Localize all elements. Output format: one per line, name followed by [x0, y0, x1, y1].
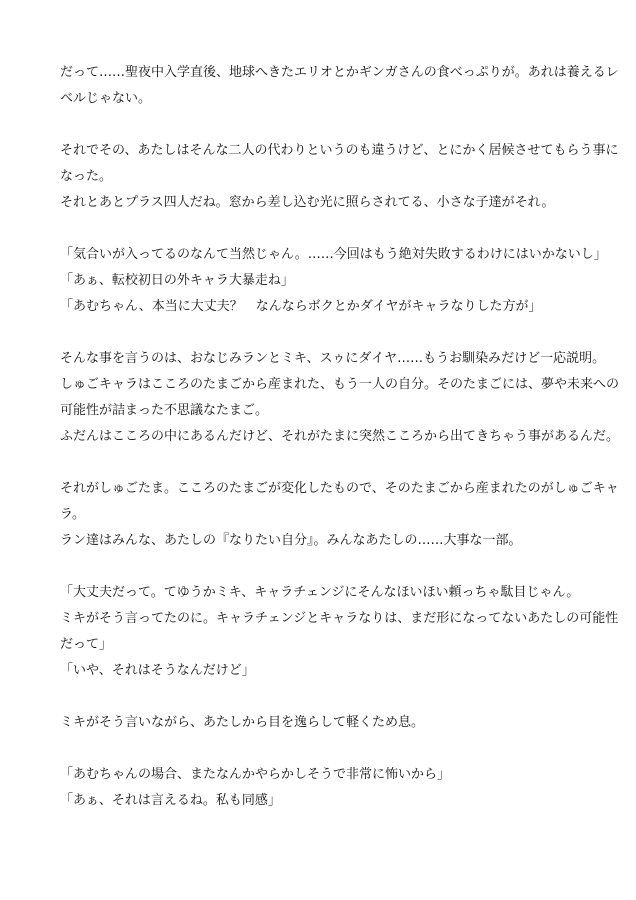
text-line: ミキがそう言いながら、あたしから目を逸らして軽くため息。	[60, 715, 425, 730]
paragraph-gap	[60, 684, 580, 710]
paragraph-gap	[60, 216, 580, 242]
dialogue-line: 「あむちゃんの場合、またなんかやらかしそうで非常に怖いから」	[60, 767, 451, 782]
text-line: そんな事を言うのは、おなじみランとミキ、スゥにダイヤ……もうお馴染みだけど一応説明。	[60, 351, 606, 366]
text-line: しゅごキャラはこころのたまごから産まれた、もう一人の自分。そのたまごには、夢や未来への	[60, 377, 620, 392]
text-line: それでその、あたしはそんな二人の代わりというのも違うけど、とにかく居候させてもらう事に	[60, 143, 619, 158]
dialogue-line: だって」	[60, 637, 113, 652]
text-line: それがしゅごたま。こころのたまごが変化したもので、そのたまごから産まれたのがしゅごキャ	[60, 481, 619, 496]
paragraph-gap	[60, 554, 580, 580]
dialogue-line: 「いや、それはそうなんだけど」	[60, 663, 255, 678]
text-line: 可能性が詰まった不思議なたまご。	[60, 403, 269, 418]
dialogue-line: ミキがそう言ってたのに。キャラチェンジとキャラなりは、まだ形になってないあたしの可能性	[60, 611, 619, 626]
text-line: だって……聖夜中入学直後、地球へきたエリオとかギンガさんの食べっぷりが。あれは養えるレ	[60, 65, 619, 80]
dialogue-line: 「あぁ、転校初日の外キャラ大暴走ね」	[60, 273, 294, 288]
paragraph-gap	[60, 112, 580, 138]
text-line: ラン達はみんな、あたしの『なりたい自分』。みんなあたしの……大事な一部。	[60, 533, 522, 548]
text-line: ラ。	[60, 507, 85, 522]
dialogue-line: 「あむちゃん、本当に大丈夫？ なんならボクとかダイヤがキャラなりした方が」	[60, 299, 542, 314]
dialogue-line: 「大丈夫だって。てゆうかミキ、キャラチェンジにそんなほいほい頼っちゃ駄目じゃん。	[60, 585, 580, 600]
paragraph-gap	[60, 450, 580, 476]
text-line: ふだんはこころの中にあるんだけど、それがたまに突然こころから出てきちゃう事があるんだ。	[60, 429, 620, 444]
paragraph-gap	[60, 736, 580, 762]
dialogue-line: 「あぁ、それは言えるね。私も同感」	[60, 793, 281, 808]
text-line: それとあとプラス四人だね。窓から差し込む光に照らされてる、小さな子達がそれ。	[60, 195, 555, 210]
text-line: なった。	[60, 169, 113, 184]
text-line: ベルじゃない。	[60, 91, 152, 106]
dialogue-line: 「気合いが入ってるのなんて当然じゃん。……今回はもう絶対失敗するわけにはいかないし」	[60, 247, 607, 262]
paragraph-gap	[60, 320, 580, 346]
body-text	[60, 60, 620, 814]
